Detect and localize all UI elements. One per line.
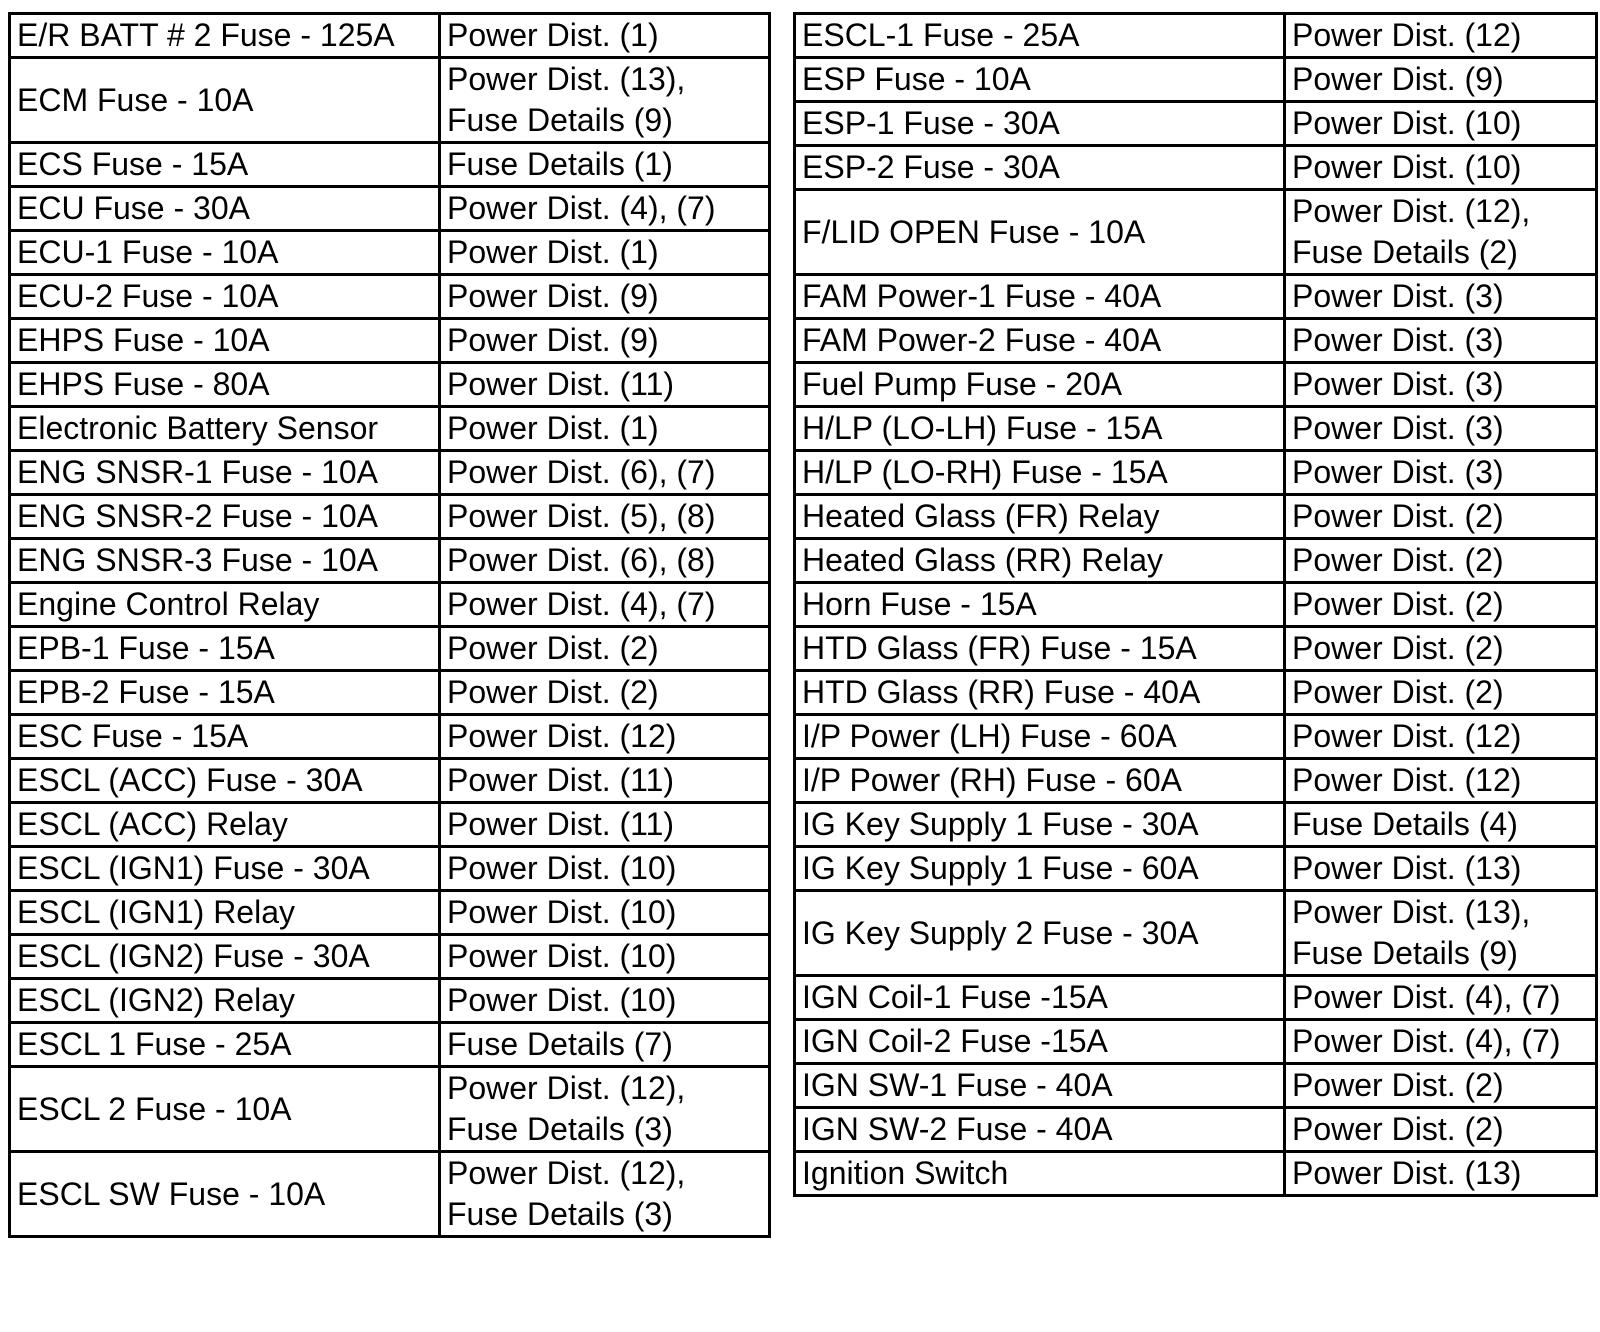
location-cell bbox=[1285, 671, 1597, 715]
component-name-cell: EPB-1 Fuse - 15A bbox=[10, 627, 440, 671]
location-cell bbox=[1285, 495, 1597, 539]
location-line: Power Dist. (2) bbox=[1292, 1067, 1504, 1103]
location-line: Power Dist. (4), (7) bbox=[447, 190, 716, 226]
location-cell bbox=[1285, 803, 1597, 847]
table-row bbox=[10, 979, 770, 1023]
location-line: Power Dist. (12), bbox=[447, 1155, 686, 1191]
location-cell bbox=[440, 58, 770, 143]
component-index-page bbox=[8, 12, 1592, 1238]
location-line: Power Dist. (4), (7) bbox=[1292, 979, 1561, 1015]
location-cell bbox=[1285, 146, 1597, 190]
location-cell bbox=[1285, 976, 1597, 1020]
location-line: Power Dist. (5), (8) bbox=[447, 498, 716, 534]
table-row bbox=[10, 715, 770, 759]
location-line: Power Dist. (13), bbox=[1292, 894, 1531, 930]
table-row bbox=[10, 539, 770, 583]
location-line: Power Dist. (2) bbox=[1292, 674, 1504, 710]
location-line: Power Dist. (13) bbox=[1292, 850, 1522, 886]
component-name-cell: ECS Fuse - 15A bbox=[10, 143, 440, 187]
table-row bbox=[10, 1067, 770, 1152]
location-line: Power Dist. (10) bbox=[447, 938, 677, 974]
location-line: Power Dist. (2) bbox=[447, 674, 659, 710]
table-row bbox=[10, 671, 770, 715]
table-row bbox=[795, 759, 1597, 803]
location-cell bbox=[440, 671, 770, 715]
component-name-cell: Horn Fuse - 15A bbox=[795, 583, 1285, 627]
location-line: Power Dist. (12), bbox=[1292, 193, 1531, 229]
component-name-cell: EHPS Fuse - 10A bbox=[10, 319, 440, 363]
location-cell bbox=[1285, 1152, 1597, 1196]
table-row bbox=[795, 803, 1597, 847]
component-name-cell: I/P Power (RH) Fuse - 60A bbox=[795, 759, 1285, 803]
location-line: Power Dist. (2) bbox=[1292, 498, 1504, 534]
component-name-cell: ESP Fuse - 10A bbox=[795, 58, 1285, 102]
table-row bbox=[795, 539, 1597, 583]
location-line: Power Dist. (12) bbox=[1292, 17, 1522, 53]
table-row bbox=[795, 627, 1597, 671]
component-name-cell: ESCL (ACC) Fuse - 30A bbox=[10, 759, 440, 803]
location-cell bbox=[1285, 363, 1597, 407]
component-name-cell: IGN Coil-2 Fuse -15A bbox=[795, 1020, 1285, 1064]
location-line: Power Dist. (9) bbox=[447, 278, 659, 314]
location-cell bbox=[440, 275, 770, 319]
location-cell bbox=[1285, 102, 1597, 146]
location-line: Power Dist. (11) bbox=[447, 366, 675, 402]
table-row bbox=[10, 58, 770, 143]
table-row bbox=[10, 363, 770, 407]
location-line: Power Dist. (6), (8) bbox=[447, 542, 716, 578]
location-cell bbox=[440, 1152, 770, 1237]
table-row bbox=[795, 671, 1597, 715]
table-row bbox=[795, 847, 1597, 891]
component-name-cell: ECM Fuse - 10A bbox=[10, 58, 440, 143]
table-row bbox=[795, 976, 1597, 1020]
component-name-cell: E/R BATT # 2 Fuse - 125A bbox=[10, 14, 440, 58]
right-index-table bbox=[793, 12, 1598, 1197]
location-line: Fuse Details (1) bbox=[447, 146, 673, 182]
table-row bbox=[795, 495, 1597, 539]
location-line: Fuse Details (9) bbox=[447, 102, 673, 138]
table-row bbox=[10, 935, 770, 979]
location-cell bbox=[1285, 539, 1597, 583]
component-name-cell: Engine Control Relay bbox=[10, 583, 440, 627]
location-line: Power Dist. (1) bbox=[447, 234, 659, 270]
location-line: Power Dist. (4), (7) bbox=[447, 586, 716, 622]
location-cell bbox=[440, 539, 770, 583]
component-name-cell: ESCL-1 Fuse - 25A bbox=[795, 14, 1285, 58]
location-line: Power Dist. (11) bbox=[447, 806, 675, 842]
component-name-cell: ESP-2 Fuse - 30A bbox=[795, 146, 1285, 190]
location-line: Fuse Details (4) bbox=[1292, 806, 1518, 842]
component-name-cell: Electronic Battery Sensor bbox=[10, 407, 440, 451]
location-line: Fuse Details (3) bbox=[447, 1196, 673, 1232]
table-row bbox=[795, 715, 1597, 759]
table-row bbox=[795, 451, 1597, 495]
table-row bbox=[795, 275, 1597, 319]
component-name-cell: ESCL (IGN2) Relay bbox=[10, 979, 440, 1023]
location-line: Power Dist. (10) bbox=[447, 982, 677, 1018]
location-cell bbox=[440, 1023, 770, 1067]
table-row bbox=[10, 451, 770, 495]
location-cell bbox=[440, 187, 770, 231]
table-row bbox=[10, 891, 770, 935]
component-name-cell: ESCL SW Fuse - 10A bbox=[10, 1152, 440, 1237]
location-cell bbox=[1285, 759, 1597, 803]
component-name-cell: ESCL 1 Fuse - 25A bbox=[10, 1023, 440, 1067]
location-line: Power Dist. (13), bbox=[447, 61, 686, 97]
table-row bbox=[10, 143, 770, 187]
table-row bbox=[795, 102, 1597, 146]
table-row bbox=[10, 583, 770, 627]
component-name-cell: ENG SNSR-3 Fuse - 10A bbox=[10, 539, 440, 583]
table-row bbox=[795, 1064, 1597, 1108]
location-line: Power Dist. (13) bbox=[1292, 1155, 1522, 1191]
location-cell bbox=[1285, 407, 1597, 451]
component-name-cell: FAM Power-2 Fuse - 40A bbox=[795, 319, 1285, 363]
component-name-cell: Heated Glass (RR) Relay bbox=[795, 539, 1285, 583]
component-name-cell: H/LP (LO-LH) Fuse - 15A bbox=[795, 407, 1285, 451]
table-row bbox=[10, 495, 770, 539]
component-name-cell: ECU Fuse - 30A bbox=[10, 187, 440, 231]
component-name-cell: EHPS Fuse - 80A bbox=[10, 363, 440, 407]
table-row bbox=[795, 891, 1597, 976]
component-name-cell: ECU-1 Fuse - 10A bbox=[10, 231, 440, 275]
table-row bbox=[795, 146, 1597, 190]
location-line: Power Dist. (12) bbox=[1292, 718, 1522, 754]
table-row bbox=[795, 1108, 1597, 1152]
location-line: Fuse Details (7) bbox=[447, 1026, 673, 1062]
component-name-cell: ESC Fuse - 15A bbox=[10, 715, 440, 759]
table-row bbox=[795, 583, 1597, 627]
location-line: Power Dist. (1) bbox=[447, 17, 659, 53]
component-name-cell: ESP-1 Fuse - 30A bbox=[795, 102, 1285, 146]
location-cell bbox=[1285, 627, 1597, 671]
component-name-cell: ESCL (IGN1) Fuse - 30A bbox=[10, 847, 440, 891]
location-cell bbox=[1285, 1108, 1597, 1152]
component-name-cell: IG Key Supply 2 Fuse - 30A bbox=[795, 891, 1285, 976]
location-cell bbox=[440, 1067, 770, 1152]
location-line: Power Dist. (3) bbox=[1292, 322, 1504, 358]
location-line: Power Dist. (12), bbox=[447, 1070, 686, 1106]
component-name-cell: Heated Glass (FR) Relay bbox=[795, 495, 1285, 539]
table-row bbox=[795, 58, 1597, 102]
location-cell bbox=[440, 935, 770, 979]
table-row bbox=[795, 14, 1597, 58]
location-cell bbox=[1285, 1020, 1597, 1064]
component-name-cell: EPB-2 Fuse - 15A bbox=[10, 671, 440, 715]
component-name-cell: ECU-2 Fuse - 10A bbox=[10, 275, 440, 319]
location-line: Power Dist. (2) bbox=[1292, 1111, 1504, 1147]
component-name-cell: F/LID OPEN Fuse - 10A bbox=[795, 190, 1285, 275]
component-name-cell: IGN SW-1 Fuse - 40A bbox=[795, 1064, 1285, 1108]
table-row bbox=[795, 319, 1597, 363]
table-row bbox=[10, 275, 770, 319]
location-line: Power Dist. (9) bbox=[1292, 61, 1504, 97]
table-row bbox=[795, 1152, 1597, 1196]
location-cell bbox=[1285, 190, 1597, 275]
location-cell bbox=[440, 319, 770, 363]
table-row bbox=[10, 319, 770, 363]
table-row bbox=[10, 407, 770, 451]
location-line: Power Dist. (12) bbox=[447, 718, 677, 754]
location-cell bbox=[1285, 847, 1597, 891]
left-index-table bbox=[8, 12, 771, 1238]
location-cell bbox=[440, 627, 770, 671]
table-row bbox=[10, 759, 770, 803]
location-line: Power Dist. (2) bbox=[1292, 630, 1504, 666]
location-line: Power Dist. (10) bbox=[447, 894, 677, 930]
location-cell bbox=[440, 759, 770, 803]
location-cell bbox=[1285, 715, 1597, 759]
component-name-cell: IG Key Supply 1 Fuse - 60A bbox=[795, 847, 1285, 891]
location-cell bbox=[1285, 583, 1597, 627]
table-row bbox=[10, 1023, 770, 1067]
table-row bbox=[10, 187, 770, 231]
location-cell bbox=[1285, 891, 1597, 976]
location-line: Power Dist. (10) bbox=[1292, 105, 1522, 141]
table-row bbox=[10, 231, 770, 275]
component-name-cell: ESCL (IGN1) Relay bbox=[10, 891, 440, 935]
component-name-cell: Fuel Pump Fuse - 20A bbox=[795, 363, 1285, 407]
location-line: Power Dist. (4), (7) bbox=[1292, 1023, 1561, 1059]
table-row bbox=[795, 1020, 1597, 1064]
component-name-cell: FAM Power-1 Fuse - 40A bbox=[795, 275, 1285, 319]
location-cell bbox=[1285, 58, 1597, 102]
component-name-cell: ESCL (IGN2) Fuse - 30A bbox=[10, 935, 440, 979]
component-index bbox=[8, 12, 1592, 1238]
table-row bbox=[795, 407, 1597, 451]
location-cell bbox=[1285, 14, 1597, 58]
location-cell bbox=[440, 363, 770, 407]
table-row bbox=[10, 847, 770, 891]
location-cell bbox=[440, 583, 770, 627]
component-name-cell: ESCL 2 Fuse - 10A bbox=[10, 1067, 440, 1152]
component-name-cell: IGN Coil-1 Fuse -15A bbox=[795, 976, 1285, 1020]
location-line: Fuse Details (2) bbox=[1292, 234, 1518, 270]
location-cell bbox=[440, 979, 770, 1023]
component-name-cell: Ignition Switch bbox=[795, 1152, 1285, 1196]
component-name-cell: H/LP (LO-RH) Fuse - 15A bbox=[795, 451, 1285, 495]
table-row bbox=[10, 1152, 770, 1237]
location-line: Fuse Details (3) bbox=[447, 1111, 673, 1147]
component-name-cell: HTD Glass (FR) Fuse - 15A bbox=[795, 627, 1285, 671]
location-cell bbox=[1285, 319, 1597, 363]
location-line: Power Dist. (3) bbox=[1292, 278, 1504, 314]
location-cell bbox=[440, 451, 770, 495]
location-line: Power Dist. (9) bbox=[447, 322, 659, 358]
location-cell bbox=[1285, 1064, 1597, 1108]
location-cell bbox=[1285, 275, 1597, 319]
component-name-cell: ENG SNSR-2 Fuse - 10A bbox=[10, 495, 440, 539]
location-cell bbox=[1285, 451, 1597, 495]
location-line: Power Dist. (11) bbox=[447, 762, 675, 798]
location-cell bbox=[440, 847, 770, 891]
location-line: Power Dist. (6), (7) bbox=[447, 454, 716, 490]
location-cell bbox=[440, 715, 770, 759]
location-cell bbox=[440, 143, 770, 187]
location-line: Power Dist. (2) bbox=[447, 630, 659, 666]
component-name-cell: ENG SNSR-1 Fuse - 10A bbox=[10, 451, 440, 495]
table-row bbox=[10, 627, 770, 671]
location-cell bbox=[440, 495, 770, 539]
left-index-body bbox=[10, 14, 770, 1237]
location-line: Power Dist. (2) bbox=[1292, 586, 1504, 622]
location-line: Power Dist. (3) bbox=[1292, 366, 1504, 402]
location-cell bbox=[440, 891, 770, 935]
location-line: Power Dist. (10) bbox=[447, 850, 677, 886]
location-line: Fuse Details (9) bbox=[1292, 935, 1518, 971]
location-line: Power Dist. (12) bbox=[1292, 762, 1522, 798]
component-name-cell: IG Key Supply 1 Fuse - 30A bbox=[795, 803, 1285, 847]
location-cell bbox=[440, 231, 770, 275]
table-row bbox=[795, 363, 1597, 407]
location-line: Power Dist. (2) bbox=[1292, 542, 1504, 578]
location-cell bbox=[440, 407, 770, 451]
table-row bbox=[795, 190, 1597, 275]
component-name-cell: I/P Power (LH) Fuse - 60A bbox=[795, 715, 1285, 759]
component-name-cell: ESCL (ACC) Relay bbox=[10, 803, 440, 847]
component-name-cell: HTD Glass (RR) Fuse - 40A bbox=[795, 671, 1285, 715]
table-row bbox=[10, 14, 770, 58]
table-row bbox=[10, 803, 770, 847]
component-name-cell: IGN SW-2 Fuse - 40A bbox=[795, 1108, 1285, 1152]
location-line: Power Dist. (3) bbox=[1292, 410, 1504, 446]
right-index-body bbox=[795, 14, 1597, 1196]
location-cell bbox=[440, 14, 770, 58]
location-cell bbox=[440, 803, 770, 847]
location-line: Power Dist. (3) bbox=[1292, 454, 1504, 490]
location-line: Power Dist. (1) bbox=[447, 410, 659, 446]
location-line: Power Dist. (10) bbox=[1292, 149, 1522, 185]
